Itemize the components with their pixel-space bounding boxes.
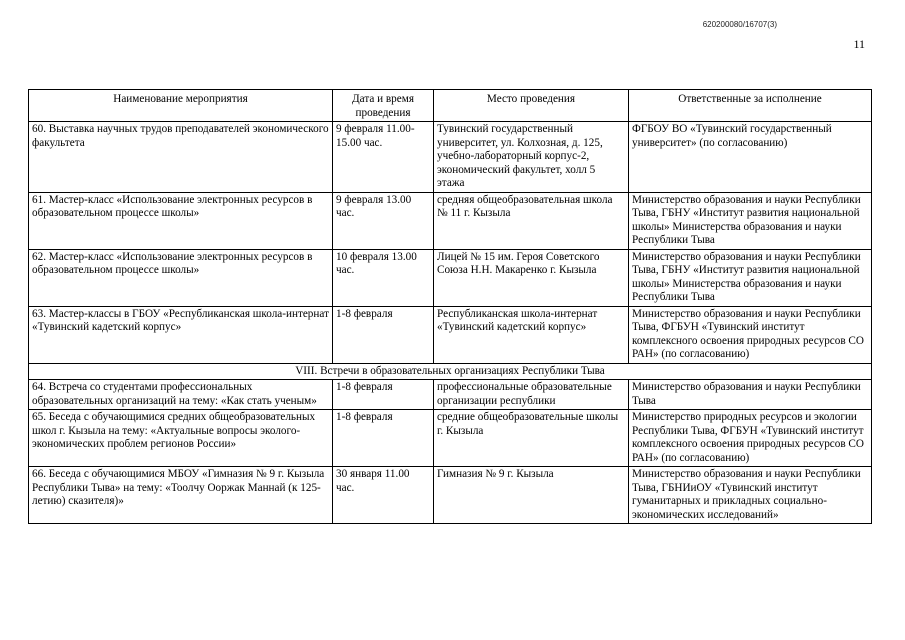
- event-name: 60. Выставка научных трудов преподавателей экономического факультета: [29, 122, 333, 193]
- event-responsible: Министерство образования и науки Республики Тыва, ГБНУ «Институт развития национальной школы» Министерства образования и науки Республики Тыва: [629, 249, 872, 306]
- event-date: 10 февраля 13.00 час.: [333, 249, 434, 306]
- table-row: [29, 410, 872, 467]
- event-name: 63. Мастер-классы в ГБОУ «Республиканская школа-интернат «Тувинский кадетский корпус»: [29, 306, 333, 363]
- event-responsible: Министерство природных ресурсов и экологии Республики Тыва, ФГБУН «Тувинский институт комплексного освоения природных ресурсов СО РАН» (по согласованию): [629, 410, 872, 467]
- event-place: Лицей № 15 им. Героя Советского Союза Н.Н. Макаренко г. Кызыла: [434, 249, 629, 306]
- event-responsible: ФГБОУ ВО «Тувинский государственный университет» (по согласованию): [629, 122, 872, 193]
- table-row: [29, 249, 872, 306]
- section-row: [29, 363, 872, 380]
- event-place: Тувинский государственный университет, ул. Колхозная, д. 125, учебно-лабораторный корпус-2, экономический факультет, холл 5 этажа: [434, 122, 629, 193]
- event-name: 64. Встреча со студентами профессиональных образовательных организаций на тему: «Как стать ученым»: [29, 380, 333, 410]
- table-row: [29, 467, 872, 524]
- event-place: средние общеобразовательные школы г. Кызыла: [434, 410, 629, 467]
- table-header-row: [29, 90, 872, 122]
- event-date: 1-8 февраля: [333, 306, 434, 363]
- table-row: [29, 122, 872, 193]
- section-title: VIII. Встречи в образовательных организациях Республики Тыва: [29, 363, 872, 380]
- event-date: 9 февраля 11.00-15.00 час.: [333, 122, 434, 193]
- event-responsible: Министерство образования и науки Республики Тыва, ФГБУН «Тувинский институт комплексного освоения природных ресурсов СО РАН» (по согласованию): [629, 306, 872, 363]
- event-place: Республиканская школа-интернат «Тувинский кадетский корпус»: [434, 306, 629, 363]
- event-name: 62. Мастер-класс «Использование электронных ресурсов в образовательном процессе школы»: [29, 249, 333, 306]
- event-place: Гимназия № 9 г. Кызыла: [434, 467, 629, 524]
- event-date: 1-8 февраля: [333, 410, 434, 467]
- event-place: средняя общеобразовательная школа № 11 г. Кызыла: [434, 192, 629, 249]
- table-row: [29, 192, 872, 249]
- header-date-time: Дата и время проведения: [333, 90, 434, 122]
- event-responsible: Министерство образования и науки Республики Тыва, ГБНУ «Институт развития национальной школы» Министерства образования и науки Республики Тыва: [629, 192, 872, 249]
- document-code: 620200080/16707(3): [702, 20, 777, 29]
- event-date: 30 января 11.00 час.: [333, 467, 434, 524]
- event-date: 1-8 февраля: [333, 380, 434, 410]
- event-responsible: Министерство образования и науки Республики Тыва: [629, 380, 872, 410]
- header-event-name: Наименование мероприятия: [29, 90, 333, 122]
- event-name: 61. Мастер-класс «Использование электронных ресурсов в образовательном процессе школы»: [29, 192, 333, 249]
- event-responsible: Министерство образования и науки Республики Тыва, ГБНИиОУ «Тувинский институт гуманитарных и прикладных социально-экономических исследований»: [629, 467, 872, 524]
- event-name: 65. Беседа с обучающимися средних общеобразовательных школ г. Кызыла на тему: «Актуальные вопросы эколого-экономических проблем регионов России»: [29, 410, 333, 467]
- table-row: [29, 306, 872, 363]
- header-place: Место проведения: [434, 90, 629, 122]
- events-table: [28, 89, 872, 524]
- table-row: [29, 380, 872, 410]
- event-date: 9 февраля 13.00 час.: [333, 192, 434, 249]
- event-name: 66. Беседа с обучающимися МБОУ «Гимназия № 9 г. Кызыла Республики Тыва» на тему: «Тоолчу Ооржак Маннай (к 125-летию) сказителя)»: [29, 467, 333, 524]
- header-responsible: Ответственные за исполнение: [629, 90, 872, 122]
- page-number: 11: [853, 37, 865, 51]
- event-place: профессиональные образовательные организации республики: [434, 380, 629, 410]
